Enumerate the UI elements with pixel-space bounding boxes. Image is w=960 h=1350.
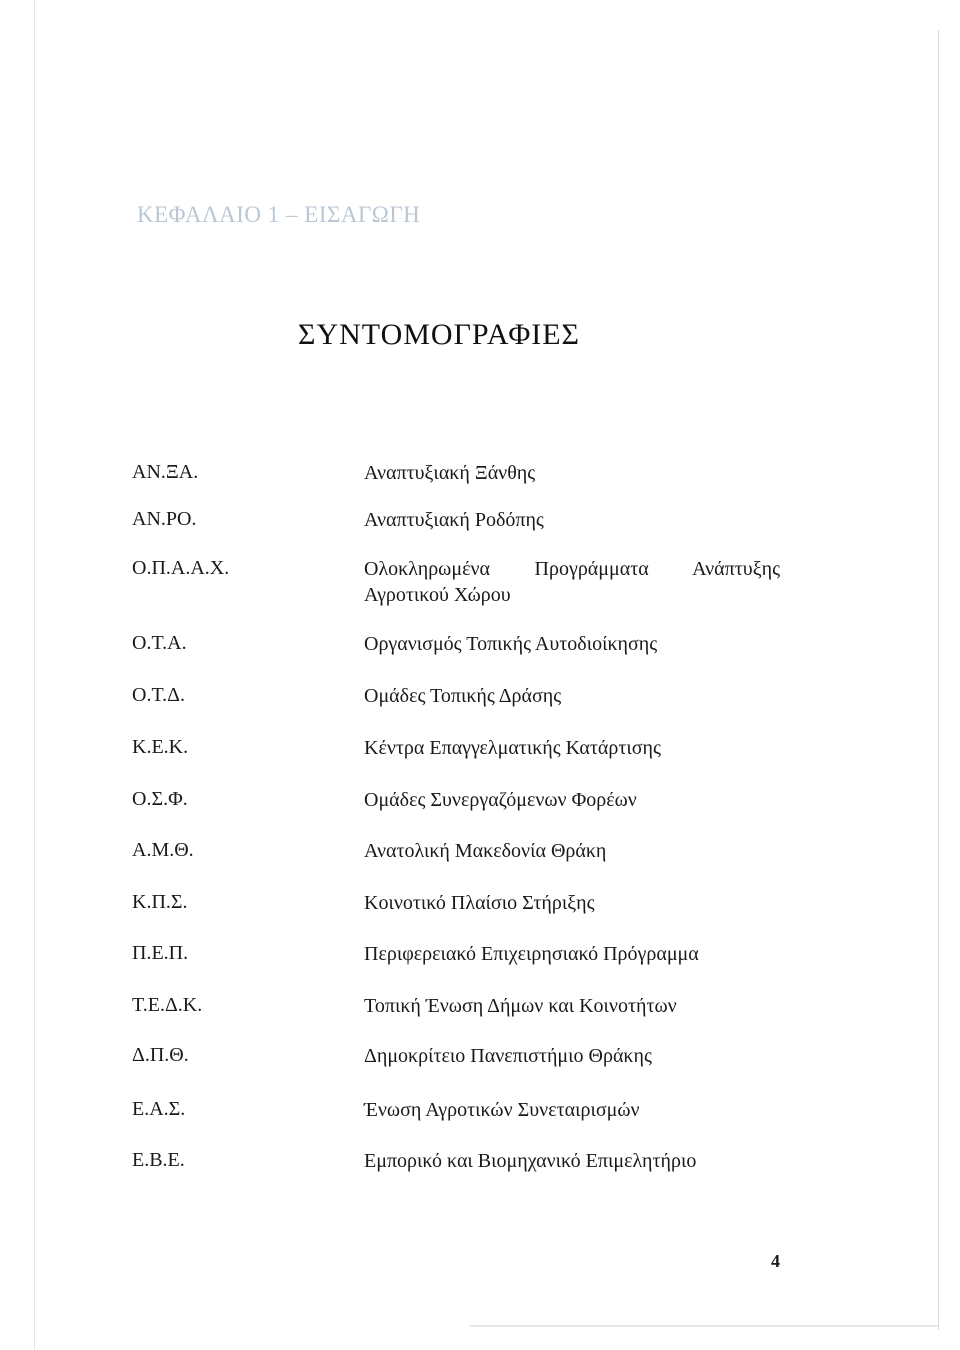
abbreviation: Ο.Τ.Δ. (132, 684, 186, 706)
chapter-header: ΚΕΦΑΛΑΙΟ 1 – ΕΙΣΑΓΩΓΗ (137, 202, 421, 227)
abbreviation-definition: Ολοκληρωμένα Προγράμματα Ανάπτυξης Αγροτικού Χώρου (364, 558, 780, 606)
abbreviation-definition: Αναπτυξιακή Ροδόπης (364, 509, 544, 531)
abbreviation: Α.Μ.Θ. (132, 839, 194, 861)
abbreviation: Κ.Π.Σ. (132, 891, 188, 913)
abbreviation: ΑΝ.ΡΟ. (132, 508, 197, 530)
abbreviation-definition: Αναπτυξιακή Ξάνθης (364, 462, 536, 484)
abbreviation-definition: Ομάδες Τοπικής Δράσης (364, 685, 562, 707)
abbreviation: Π.Ε.Π. (132, 942, 189, 964)
abbreviation-definition: Δημοκρίτειο Πανεπιστήμιο Θράκης (364, 1045, 652, 1067)
scan-edge-left (34, 0, 35, 1350)
abbreviation: Δ.Π.Θ. (132, 1044, 189, 1066)
abbreviation: Ε.Β.Ε. (132, 1149, 185, 1171)
page-title: ΣΥΝΤΟΜΟΓΡΑΦΙΕΣ (298, 318, 581, 351)
abbreviation-definition: Ομάδες Συνεργαζόμενων Φορέων (364, 789, 637, 811)
abbreviation: Ε.Α.Σ. (132, 1098, 186, 1120)
abbreviation: ΑΝ.ΞΑ. (132, 461, 199, 483)
page-number: 4 (771, 1251, 780, 1271)
abbreviation-definition: Τοπική Ένωση Δήμων και Κοινοτήτων (364, 995, 677, 1017)
abbreviation-definition: Περιφερειακό Επιχειρησιακό Πρόγραμμα (364, 943, 699, 965)
abbreviation: Κ.Ε.Κ. (132, 736, 189, 758)
abbreviation-definition: Οργανισμός Τοπικής Αυτοδιοίκησης (364, 633, 658, 655)
abbreviation: Ο.Σ.Φ. (132, 788, 188, 810)
abbreviation: Ο.Τ.Α. (132, 632, 187, 654)
scan-edge-right (938, 30, 939, 1330)
abbreviation-definition: Ένωση Αγροτικών Συνεταιρισμών (364, 1099, 640, 1121)
abbreviation: Ο.Π.Α.Α.Χ. (132, 557, 230, 579)
scan-edge-bottom (470, 1325, 938, 1327)
abbreviation-definition: Κέντρα Επαγγελματικής Κατάρτισης (364, 737, 661, 759)
abbreviation-definition: Ανατολική Μακεδονία Θράκη (364, 840, 607, 862)
abbreviation: Τ.Ε.Δ.Κ. (132, 994, 203, 1016)
abbreviation-definition: Κοινοτικό Πλαίσιο Στήριξης (364, 892, 595, 914)
abbreviation-definition: Εμπορικό και Βιομηχανικό Επιμελητήριο (364, 1150, 697, 1172)
